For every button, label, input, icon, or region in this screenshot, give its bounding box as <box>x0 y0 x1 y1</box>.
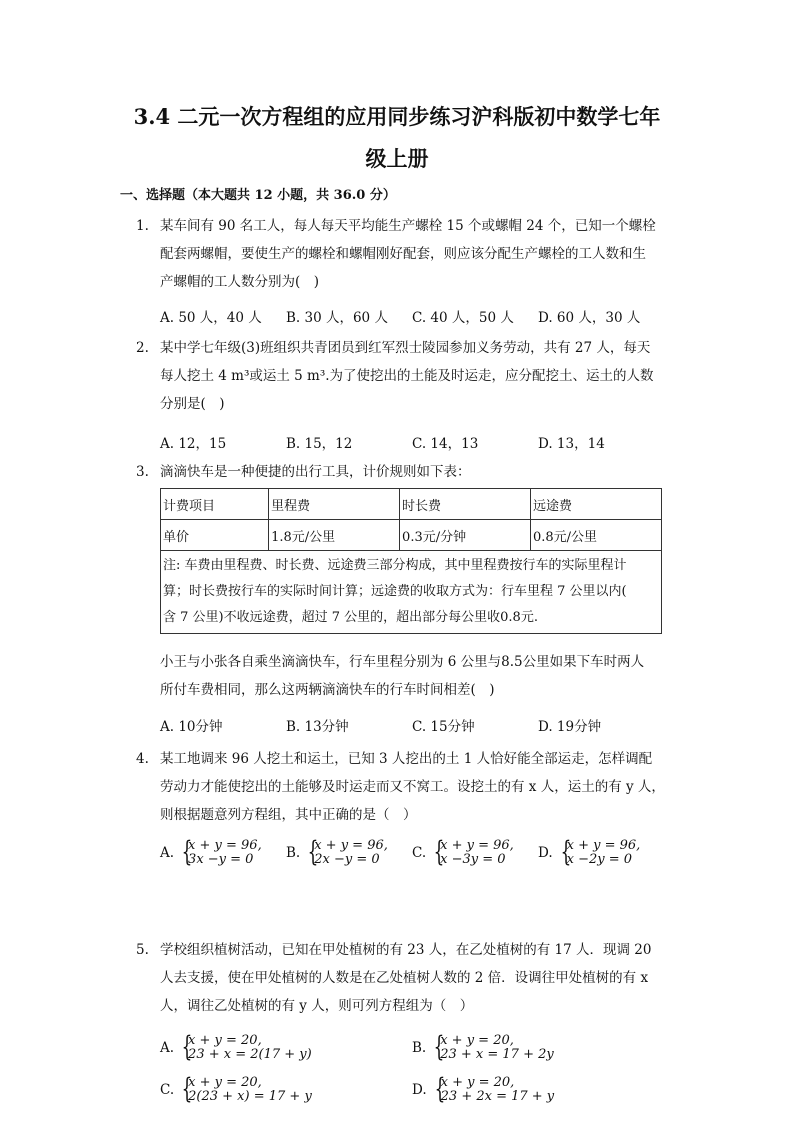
equation: 2x −y = 0 <box>314 852 380 867</box>
question-number: 1. <box>136 218 149 234</box>
title-line-2: 级上册 <box>365 146 429 171</box>
question-line: 每人挖土 4 m³或运土 5 m³.为了使挖出的土能及时运走，应分配挖土、运土的人数 <box>160 368 654 384</box>
question-line: 人，调往乙处植树的有 y 人，则可列方程组为（ ） <box>160 998 474 1014</box>
equation-system <box>178 1072 312 1105</box>
option-a[interactable]: A. 50 人，40 人 <box>160 310 262 326</box>
equation: 23 + x = 17 + 2y <box>440 1047 554 1062</box>
section-heading: 一、选择题（本大题共 12 小题，共 36.0 分） <box>120 188 396 203</box>
brace-icon: { <box>181 1072 193 1105</box>
option-c[interactable] <box>412 835 514 868</box>
options-row-1 <box>160 1030 666 1068</box>
equation: x + y = 96, <box>440 838 514 853</box>
question-text <box>160 936 666 1020</box>
question-line: 学校组织植树活动，已知在甲处植树的有 23 人，在乙处植树的有 17 人．现调 20 <box>160 942 652 958</box>
equation-system <box>557 835 641 868</box>
brace-icon: { <box>434 1072 445 1105</box>
question-text <box>160 334 666 418</box>
option-label: B. <box>412 1040 427 1056</box>
equation: x + y = 96, <box>188 838 262 853</box>
equation-system <box>304 835 388 868</box>
question-number: 5. <box>136 942 149 958</box>
option-c[interactable] <box>160 1072 312 1105</box>
question-intro: 滴滴快车是一种便捷的出行工具，计价规则如下表： <box>160 464 471 480</box>
equation: x + y = 20, <box>440 1075 515 1090</box>
equation: 3x −y = 0 <box>188 852 254 867</box>
option-b[interactable] <box>286 835 388 868</box>
option-label: C. <box>160 1082 175 1098</box>
page-title <box>100 96 694 180</box>
question-line: 劳动力才能使挖出的土能够及时运走而又不窝工。设挖土的有 x 人，运土的有 y 人， <box>160 779 665 795</box>
table-note <box>161 551 662 634</box>
options <box>160 306 666 330</box>
options-row-2 <box>160 1072 666 1110</box>
question-number: 2. <box>136 340 149 356</box>
question-text <box>160 212 666 296</box>
option-d[interactable]: D. 60 人，30 人 <box>538 310 641 326</box>
equation: 2(23 + x) = 17 + y <box>188 1089 312 1104</box>
equation: x + y = 20, <box>188 1075 262 1090</box>
question-text <box>160 745 666 829</box>
question-text <box>160 648 666 704</box>
option-label: A. <box>160 1040 175 1056</box>
table-header-cell: 计费项目 <box>161 489 269 520</box>
table-cell: 单价 <box>161 520 269 551</box>
question-line: 某车间有 90 名工人，每人每天平均能生产螺栓 15 个或螺帽 24 个，已知一个螺栓 <box>160 218 656 234</box>
equation: 23 + 2x = 17 + y <box>440 1089 555 1104</box>
brace-icon: { <box>433 1030 445 1063</box>
fare-table <box>160 488 662 634</box>
option-b[interactable]: B. 13分钟 <box>286 719 349 735</box>
note-line: 算；时长费按行车的实际时间计算；远途费的收取方式为：行车里程 7 公里以内( <box>163 584 627 599</box>
option-a[interactable]: A. 12，15 <box>160 436 227 452</box>
question-line: 人去支援，使在甲处植树的人数是在乙处植树人数的 2 倍．设调往甲处植树的有 x <box>160 970 649 986</box>
option-b[interactable] <box>412 1030 554 1063</box>
option-d[interactable] <box>412 1072 555 1105</box>
title-line-1: 3.4 二元一次方程组的应用同步练习沪科版初中数学七年 <box>133 104 661 129</box>
equation: x + y = 20, <box>440 1033 514 1048</box>
table-cell: 0.8元/公里 <box>530 520 661 551</box>
option-c[interactable]: C. 14，13 <box>412 436 479 452</box>
options <box>160 835 666 873</box>
table-header-cell: 里程费 <box>269 489 400 520</box>
table-header-cell: 时长费 <box>400 489 531 520</box>
question-number: 3. <box>136 464 149 480</box>
option-b[interactable]: B. 30 人，60 人 <box>286 310 388 326</box>
question-line: 小王与小张各自乘坐滴滴快车，行车里程分别为 6 公里与8.5公里如果下车时两人 <box>160 654 645 670</box>
option-d[interactable]: D. 19分钟 <box>538 719 602 735</box>
equation-system <box>178 1030 312 1063</box>
equation: x −3y = 0 <box>440 852 506 867</box>
option-label: B. <box>286 845 301 861</box>
brace-icon: { <box>181 1030 193 1063</box>
question-line: 分别是( ) <box>160 396 225 412</box>
option-label: C. <box>412 845 427 861</box>
table-row <box>161 489 662 520</box>
options <box>160 715 666 739</box>
table-header-cell: 远途费 <box>530 489 661 520</box>
question-line: 所付车费相同，那么这两辆滴滴快车的行车时间相差( ) <box>160 682 495 698</box>
table-row <box>161 551 662 634</box>
brace-icon: { <box>307 835 319 868</box>
brace-icon: { <box>181 835 193 868</box>
question-number: 4. <box>136 751 149 767</box>
option-d[interactable] <box>538 835 641 868</box>
equation-system <box>430 1030 554 1063</box>
equation: x + y = 96, <box>566 838 641 853</box>
equation-system <box>178 835 262 868</box>
brace-icon: { <box>433 835 445 868</box>
equation: x + y = 20, <box>188 1033 262 1048</box>
note-line: 注: 车费由里程费、时长费、远途费三部分构成，其中里程费按行车的实际里程计 <box>163 558 627 573</box>
option-d[interactable]: D. 13，14 <box>538 436 605 452</box>
note-line: 含 7 公里)不收远途费，超过 7 公里的，超出部分每公里收0.8元. <box>163 610 538 625</box>
option-a[interactable]: A. 10分钟 <box>160 719 223 735</box>
option-label: D. <box>412 1082 427 1098</box>
equation: 23 + x = 2(17 + y) <box>188 1047 312 1062</box>
option-c[interactable]: C. 40 人，50 人 <box>412 310 514 326</box>
question-line: 则根据题意列方程组，其中正确的是（ ） <box>160 807 417 823</box>
equation: x + y = 96, <box>314 838 388 853</box>
option-b[interactable]: B. 15，12 <box>286 436 353 452</box>
option-label: D. <box>538 845 553 861</box>
question-line: 某中学七年级(3)班组织共青团员到红军烈士陵园参加义务劳动，共有 27 人，每天 <box>160 340 651 356</box>
option-a[interactable] <box>160 1030 312 1063</box>
equation-system <box>431 1072 555 1105</box>
option-a[interactable] <box>160 835 262 868</box>
question-line: 产螺帽的工人数分别为( ) <box>160 274 320 290</box>
brace-icon: { <box>560 835 571 868</box>
question-line: 配套两螺帽，要使生产的螺栓和螺帽刚好配套，则应该分配生产螺栓的工人数和生 <box>160 246 646 262</box>
option-label: A. <box>160 845 175 861</box>
equation-system <box>430 835 514 868</box>
options <box>160 432 666 456</box>
option-c[interactable]: C. 15分钟 <box>412 719 475 735</box>
table-cell: 0.3元/分钟 <box>400 520 531 551</box>
equation: x −2y = 0 <box>566 852 633 867</box>
table-cell: 1.8元/公里 <box>269 520 400 551</box>
table-row <box>161 520 662 551</box>
question-line: 某工地调来 96 人挖土和运土，已知 3 人挖出的土 1 人恰好能全部运走，怎样调配 <box>160 751 653 767</box>
